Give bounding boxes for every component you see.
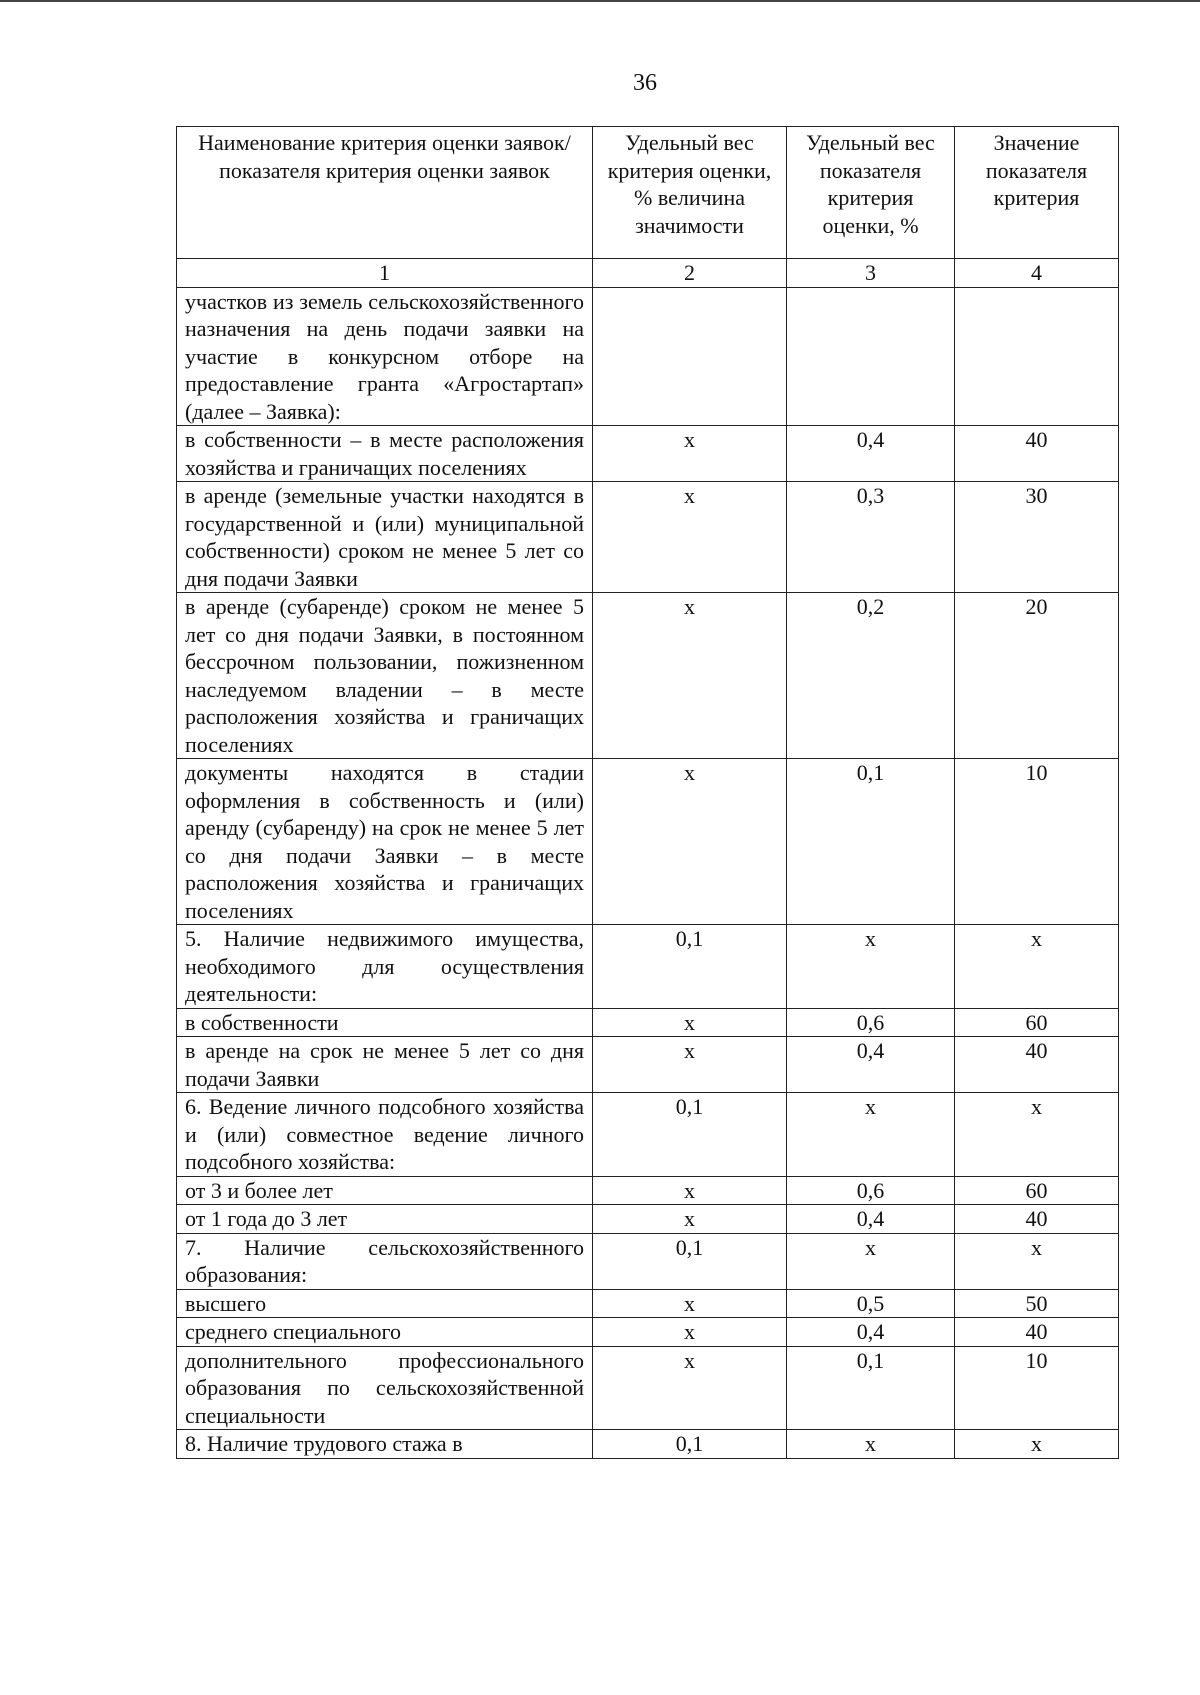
page-number: 36 [633, 70, 657, 96]
indicator-value-cell: х [955, 925, 1119, 1009]
table-row [177, 1093, 1119, 1177]
criteria-rows [177, 287, 1119, 1458]
indicator-weight-cell: 0,4 [787, 426, 955, 482]
header-criterion-name: Наименование критерия оценки заявок/показателя критерия оценки заявок [177, 127, 593, 259]
criterion-weight-cell: х [593, 1346, 787, 1430]
criterion-name-cell: дополнительного профессионального образования по сельскохозяйственной специальности [177, 1346, 593, 1430]
indicator-weight-cell: 0,5 [787, 1289, 955, 1318]
column-number: 1 [177, 259, 593, 288]
criterion-weight-cell: х [593, 1205, 787, 1234]
indicator-value-cell: х [955, 1093, 1119, 1177]
table-row [177, 1176, 1119, 1205]
criterion-weight-cell: х [593, 1289, 787, 1318]
criterion-name-cell: 5. Наличие недвижимого имущества, необходимого для осуществления деятельности: [177, 925, 593, 1009]
criterion-weight-cell: 0,1 [593, 1093, 787, 1177]
indicator-value-cell: 30 [955, 482, 1119, 593]
table-row [177, 426, 1119, 482]
indicator-weight-cell: 0,6 [787, 1008, 955, 1037]
indicator-value-cell [955, 287, 1119, 426]
table-header-row [177, 127, 1119, 259]
column-number: 4 [955, 259, 1119, 288]
table-row [177, 759, 1119, 925]
criterion-name-cell: среднего специального [177, 1318, 593, 1347]
indicator-weight-cell [787, 287, 955, 426]
criterion-name-cell: 7. Наличие сельскохозяйственного образования: [177, 1233, 593, 1289]
indicator-value-cell: 60 [955, 1176, 1119, 1205]
indicator-value-cell: 20 [955, 593, 1119, 759]
table-row [177, 1318, 1119, 1347]
criterion-name-cell: в аренде (земельные участки находятся в государственной и (или) муниципальной собственности) сроком не менее 5 лет со дня подачи Заявки [177, 482, 593, 593]
criterion-name-cell: в аренде на срок не менее 5 лет со дня подачи Заявки [177, 1037, 593, 1093]
table-row [177, 482, 1119, 593]
criterion-weight-cell: х [593, 1008, 787, 1037]
indicator-value-cell: 60 [955, 1008, 1119, 1037]
indicator-weight-cell: х [787, 1093, 955, 1177]
table-row [177, 1205, 1119, 1234]
column-number-row [177, 259, 1119, 288]
header-indicator-value: Значение показателя критерия [955, 127, 1119, 259]
criterion-name-cell: 6. Ведение личного подсобного хозяйства и (или) совместное ведение личного подсобного хозяйства: [177, 1093, 593, 1177]
indicator-value-cell: 40 [955, 1318, 1119, 1347]
table-row [177, 1346, 1119, 1430]
indicator-weight-cell: 0,4 [787, 1318, 955, 1347]
criterion-name-cell: документы находятся в стадии оформления в собственность и (или) аренду (субаренду) на срок не менее 5 лет со дня подачи Заявки – в месте расположения хозяйства и граничащих поселениях [177, 759, 593, 925]
criterion-name-cell: в собственности [177, 1008, 593, 1037]
criterion-weight-cell: х [593, 593, 787, 759]
criterion-name-cell: 8. Наличие трудового стажа в [177, 1430, 593, 1459]
indicator-weight-cell: 0,4 [787, 1037, 955, 1093]
indicator-weight-cell: х [787, 1430, 955, 1459]
criteria-table [176, 126, 1119, 1459]
criterion-weight-cell: х [593, 759, 787, 925]
indicator-value-cell: 10 [955, 1346, 1119, 1430]
criterion-name-cell: в собственности – в месте расположения хозяйства и граничащих поселениях [177, 426, 593, 482]
table-row [177, 593, 1119, 759]
indicator-value-cell: 40 [955, 1037, 1119, 1093]
indicator-value-cell: 40 [955, 426, 1119, 482]
indicator-value-cell: х [955, 1233, 1119, 1289]
table-row [177, 925, 1119, 1009]
indicator-value-cell: х [955, 1430, 1119, 1459]
indicator-weight-cell: 0,4 [787, 1205, 955, 1234]
criterion-weight-cell: х [593, 426, 787, 482]
indicator-weight-cell: 0,1 [787, 1346, 955, 1430]
indicator-weight-cell: 0,1 [787, 759, 955, 925]
indicator-value-cell: 10 [955, 759, 1119, 925]
indicator-value-cell: 50 [955, 1289, 1119, 1318]
criterion-weight-cell: 0,1 [593, 925, 787, 1009]
table-row [177, 1233, 1119, 1289]
table-row [177, 1037, 1119, 1093]
table-row [177, 1289, 1119, 1318]
table-row [177, 1430, 1119, 1459]
indicator-weight-cell: 0,3 [787, 482, 955, 593]
criterion-name-cell: высшего [177, 1289, 593, 1318]
header-indicator-weight: Удельный вес показателя критерия оценки, % [787, 127, 955, 259]
criterion-weight-cell: 0,1 [593, 1430, 787, 1459]
criterion-name-cell: от 3 и более лет [177, 1176, 593, 1205]
column-number: 3 [787, 259, 955, 288]
header-criterion-weight: Удельный вес критерия оценки, % величина значимости [593, 127, 787, 259]
criterion-weight-cell [593, 287, 787, 426]
criterion-weight-cell: х [593, 1318, 787, 1347]
criterion-name-cell: от 1 года до 3 лет [177, 1205, 593, 1234]
indicator-value-cell: 40 [955, 1205, 1119, 1234]
table-row [177, 1008, 1119, 1037]
indicator-weight-cell: 0,2 [787, 593, 955, 759]
criterion-weight-cell: х [593, 1037, 787, 1093]
criterion-weight-cell: х [593, 1176, 787, 1205]
indicator-weight-cell: х [787, 1233, 955, 1289]
indicator-weight-cell: 0,6 [787, 1176, 955, 1205]
criterion-weight-cell: 0,1 [593, 1233, 787, 1289]
table-row [177, 287, 1119, 426]
criterion-weight-cell: х [593, 482, 787, 593]
page-top-edge [0, 0, 1200, 2]
column-number: 2 [593, 259, 787, 288]
indicator-weight-cell: х [787, 925, 955, 1009]
criterion-name-cell: участков из земель сельскохозяйственного назначения на день подачи заявки на участие в конкурсном отборе на предоставление гранта «Агростартап» (далее – Заявка): [177, 287, 593, 426]
criterion-name-cell: в аренде (субаренде) сроком не менее 5 лет со дня подачи Заявки, в постоянном бессрочном пользовании, пожизненном наследуемом владении – в месте расположения хозяйства и граничащих поселениях [177, 593, 593, 759]
